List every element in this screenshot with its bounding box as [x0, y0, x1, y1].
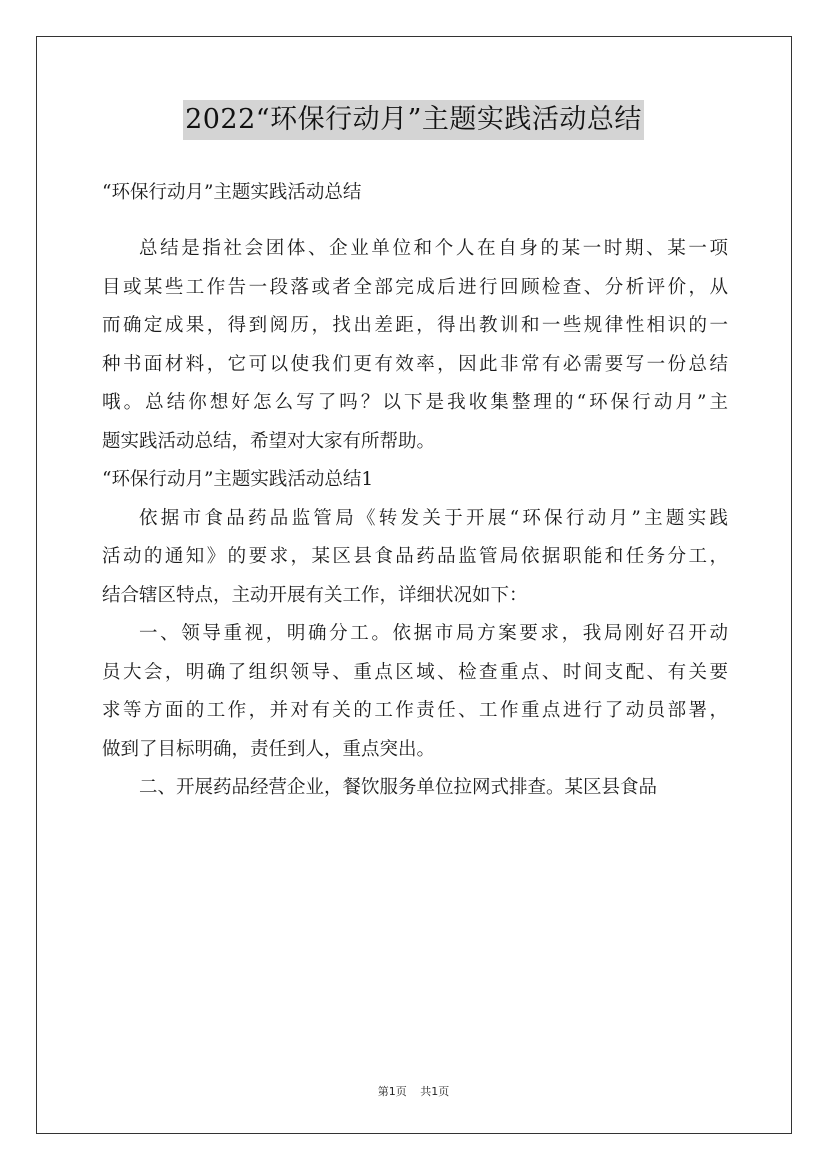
- document-title: 2022“环保行动月”主题实践活动总结: [183, 100, 644, 140]
- page-total: 共1页: [420, 1085, 450, 1098]
- text-line: 二、开展药品经营企业，餐饮服务单位拉网式排查。某区县食品: [139, 777, 658, 798]
- paragraph: [102, 230, 728, 461]
- page-footer: [0, 1083, 827, 1099]
- text-line: 做到了目标明确，责任到人，重点突出。: [102, 738, 436, 760]
- page-number: 第1页: [377, 1085, 407, 1098]
- paragraph: [102, 500, 728, 616]
- text-line: 结合辖区特点，主动开展有关工作，详细状况如下：: [102, 584, 528, 606]
- text-line: “环保行动月”主题实践活动总结1: [102, 469, 374, 490]
- paragraph: [102, 174, 728, 213]
- text-line: 哦。总结你想好怎么写了吗？以下是我收集整理的“环保行动月”主: [102, 392, 728, 413]
- document-body: [102, 174, 728, 808]
- text-line: 题实践活动总结，希望对大家有所帮助。: [102, 430, 436, 452]
- text-line: 求等方面的工作，并对有关的工作责任、工作重点进行了动员部署，: [102, 700, 728, 721]
- text-line: 而确定成果，得到阅历，找出差距，得出教训和一些规律性相识的一: [102, 315, 728, 336]
- text-line: 依据市食品药品监管局《转发关于开展“环保行动月”主题实践: [139, 507, 728, 529]
- text-line: 一、领导重视，明确分工。依据市局方案要求，我局刚好召开动: [139, 623, 728, 644]
- paragraph: [102, 769, 728, 808]
- paragraph: [102, 461, 728, 500]
- paragraph: [102, 615, 728, 769]
- text-line: “环保行动月”主题实践活动总结: [102, 182, 362, 203]
- text-line: 活动的通知》的要求，某区县食品药品监管局依据职能和任务分工，: [102, 546, 728, 567]
- text-line: 员大会，明确了组织领导、重点区域、检查重点、时间支配、有关要: [102, 661, 728, 683]
- text-line: 种书面材料，它可以使我们更有效率，因此非常有必需要写一份总结: [102, 353, 728, 375]
- text-line: 目或某些工作告一段落或者全部完成后进行回顾检查、分析评价，从: [102, 276, 728, 298]
- text-line: 总结是指社会团体、企业单位和个人在自身的某一时期、某一项: [139, 238, 728, 259]
- title-wrap: [0, 100, 827, 140]
